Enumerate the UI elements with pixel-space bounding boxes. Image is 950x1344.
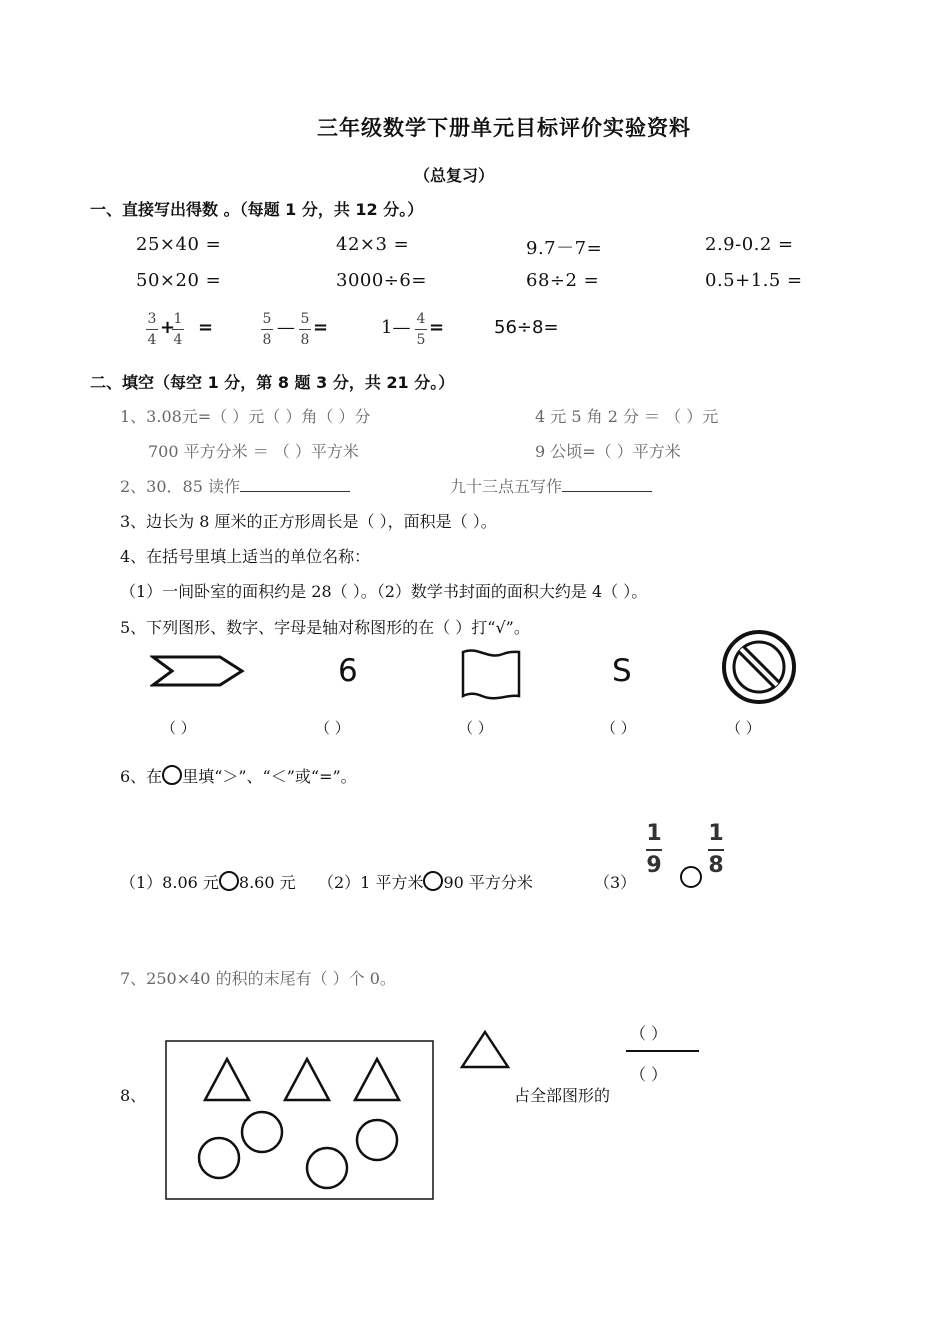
question-6-part2	[318, 870, 533, 893]
compare-circle[interactable]	[423, 871, 443, 891]
minus-sign: —	[277, 317, 295, 338]
question-6-2b: 90 平方分米	[443, 873, 533, 892]
compare-circle[interactable]	[680, 866, 702, 888]
question-2a-text: 2、30．85 读作	[120, 477, 240, 496]
fraction-denominator: 8	[300, 332, 310, 348]
answer-denominator-blank[interactable]: （ ）	[630, 1065, 668, 1084]
fraction	[299, 310, 311, 349]
page-title: 三年级数学下册单元目标评价实验资料	[317, 116, 691, 140]
question-6-part3: （3）	[594, 873, 637, 892]
question-4: 4、在括号里填上适当的单位名称：	[120, 547, 371, 566]
compare-circle[interactable]	[219, 871, 239, 891]
question-2b-text: 九十三点五写作	[450, 477, 563, 496]
calc-item: 50×20 =	[136, 270, 222, 291]
section1-heading: 一、直接写出得数 。（每题 1 分，共 12 分。）	[90, 200, 424, 219]
question-8-text: 占全部图形的	[514, 1086, 611, 1105]
section2-heading: 二、填空（每空 1 分，第 8 题 3 分，共 21 分。）	[90, 373, 455, 392]
fraction-numerator: 5	[300, 311, 310, 327]
question-2a	[120, 474, 350, 497]
fraction-bar	[626, 1050, 699, 1052]
equals-sign: =	[429, 317, 445, 338]
triangle-shape	[355, 1059, 399, 1100]
question-6-1b: 8.60 元	[238, 873, 296, 892]
question-1a: 1、3.08元=（ ）元（ ）角（ ）分	[120, 407, 371, 426]
circle-shape	[357, 1120, 397, 1160]
fraction	[261, 310, 273, 349]
question-6	[120, 764, 357, 787]
question-1d: 9 公顷=（ ）平方米	[535, 442, 681, 461]
equals-sign: =	[313, 317, 329, 338]
question-5: 5、下列图形、数字、字母是轴对称图形的在（ ）打“√”。	[120, 618, 530, 637]
letter-s: S	[612, 653, 632, 689]
equals-sign: =	[198, 317, 214, 338]
question-6-part1	[120, 870, 296, 893]
calc-item: 68÷2 =	[526, 270, 600, 291]
answer-blank[interactable]: （ ）	[458, 719, 493, 737]
calc-item: 3000÷6=	[336, 270, 427, 291]
question-6-1a: （1）8.06 元	[120, 873, 219, 892]
question-7: 7、250×40 的积的末尾有（ ）个 0。	[120, 969, 396, 988]
answer-blank[interactable]: （ ）	[601, 719, 636, 737]
triangle-shape	[205, 1059, 249, 1100]
calc-item: 9.7－7=	[526, 238, 603, 259]
fraction-denominator: 8	[708, 853, 724, 878]
no-entry-sign-icon	[720, 628, 798, 706]
fraction	[646, 822, 662, 878]
answer-blank[interactable]: （ ）	[726, 719, 761, 737]
fraction-numerator: 1	[173, 311, 183, 327]
fraction	[146, 310, 158, 349]
answer-line[interactable]	[562, 477, 652, 492]
question-1c: 700 平方分米 ＝ （ ）平方米	[148, 442, 359, 461]
calc-item: 42×3 =	[336, 234, 410, 255]
circle-shape	[307, 1148, 347, 1188]
flag-icon	[458, 646, 524, 702]
fraction-numerator: 3	[147, 311, 157, 327]
fraction	[708, 822, 724, 878]
fraction-numerator: 1	[708, 821, 724, 846]
circle-shape	[242, 1112, 282, 1152]
page-subtitle: （总复习）	[414, 166, 495, 185]
fraction-numerator: 1	[646, 821, 662, 846]
question-6-2a: （2）1 平方米	[318, 873, 424, 892]
calc-item: 2.9-0.2 =	[705, 234, 794, 255]
plus-sign: +	[160, 317, 176, 338]
circle-icon	[162, 765, 182, 785]
calc-item: 0.5+1.5 =	[705, 270, 803, 291]
fraction-denominator: 4	[173, 332, 183, 348]
triangle-shape	[285, 1059, 329, 1100]
fraction	[172, 310, 184, 349]
one-minus: 1—	[381, 317, 411, 338]
division-item: 56÷8=	[494, 317, 559, 338]
fraction-denominator: 8	[262, 332, 272, 348]
question-6-post: 里填“＞”、“＜”或“=”。	[182, 767, 357, 786]
fraction	[415, 310, 427, 349]
chevron-arrow-icon	[150, 654, 246, 688]
fraction-numerator: 5	[262, 311, 272, 327]
fraction-denominator: 5	[416, 332, 426, 348]
answer-blank[interactable]: （ ）	[315, 719, 350, 737]
question-2b	[450, 474, 652, 497]
digit-six: 6	[338, 653, 358, 689]
shapes-box	[165, 1040, 435, 1202]
question-1b: 4 元 5 角 2 分 ＝ （ ）元	[535, 407, 719, 426]
question-6-pre: 6、在	[120, 767, 163, 786]
question-4-sub: （1）一间卧室的面积约是 28（ ）。（2）数学书封面的面积大约是 4（ ）。	[120, 582, 648, 601]
triangle-icon	[459, 1029, 511, 1071]
fraction-numerator: 4	[416, 311, 426, 327]
question-8: 8、	[120, 1086, 147, 1105]
fraction-denominator: 9	[646, 853, 662, 878]
fraction-denominator: 4	[147, 332, 157, 348]
question-3: 3、边长为 8 厘米的正方形周长是（ ），面积是（ ）。	[120, 512, 497, 531]
answer-blank[interactable]: （ ）	[161, 719, 196, 737]
answer-numerator-blank[interactable]: （ ）	[630, 1024, 668, 1043]
calc-item: 25×40 =	[136, 234, 222, 255]
answer-line[interactable]	[240, 477, 350, 492]
circle-shape	[199, 1138, 239, 1178]
